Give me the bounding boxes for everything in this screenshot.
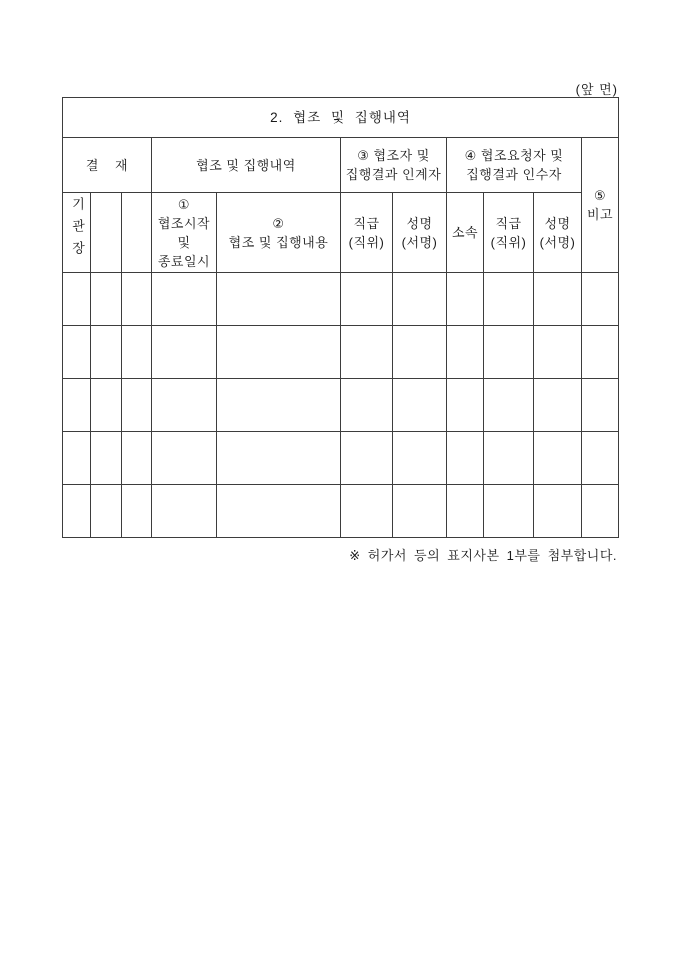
empty-cell <box>393 326 447 379</box>
empty-cell <box>582 273 619 326</box>
approval-signature-cell-1 <box>91 193 122 273</box>
table-row <box>63 326 619 379</box>
empty-cell <box>152 326 217 379</box>
page-side-label: (앞 면) <box>575 82 618 97</box>
empty-cell <box>63 379 91 432</box>
empty-cell <box>91 379 122 432</box>
empty-cell <box>341 379 393 432</box>
empty-cell <box>63 432 91 485</box>
empty-cell <box>341 485 393 538</box>
remark-number: ⑤ <box>593 188 607 203</box>
empty-cell <box>484 379 534 432</box>
handover-name-header: 성명 (서명) <box>393 193 447 273</box>
empty-cell <box>393 273 447 326</box>
table-row <box>63 432 619 485</box>
empty-cell <box>217 273 341 326</box>
approval-signature-cell-2 <box>122 193 152 273</box>
empty-cell <box>534 432 582 485</box>
period-column-header <box>152 193 217 273</box>
empty-cell <box>582 432 619 485</box>
empty-cell <box>217 379 341 432</box>
empty-cell <box>534 379 582 432</box>
empty-cell <box>534 326 582 379</box>
remark-header <box>582 138 619 273</box>
empty-cell <box>122 485 152 538</box>
empty-cell <box>582 379 619 432</box>
agency-head-label: 기관장 <box>70 197 85 263</box>
empty-cell <box>91 326 122 379</box>
empty-cell <box>341 432 393 485</box>
empty-cell <box>91 485 122 538</box>
empty-cell <box>152 432 217 485</box>
empty-cell <box>152 379 217 432</box>
content-number: ② <box>272 215 285 231</box>
receiver-affiliation-header: 소속 <box>447 193 484 273</box>
empty-cell <box>341 326 393 379</box>
empty-cell <box>122 273 152 326</box>
table-row <box>63 485 619 538</box>
approval-header: 결 재 <box>63 138 152 193</box>
empty-cell <box>582 485 619 538</box>
empty-cell <box>63 485 91 538</box>
empty-cell <box>534 485 582 538</box>
table-row <box>63 273 619 326</box>
empty-cell <box>484 326 534 379</box>
empty-cell <box>152 485 217 538</box>
empty-cell <box>582 326 619 379</box>
period-label: 협조시작 및 종료일시 <box>157 215 211 269</box>
agency-head-cell <box>63 193 91 273</box>
empty-cell <box>484 485 534 538</box>
group-header-row <box>63 138 619 193</box>
table-row <box>63 379 619 432</box>
empty-cell <box>447 485 484 538</box>
empty-cell <box>534 273 582 326</box>
handover-group-header: ③ 협조자 및 집행결과 인계자 <box>341 138 447 193</box>
empty-cell <box>447 432 484 485</box>
empty-cell <box>484 432 534 485</box>
period-number: ① <box>177 196 191 212</box>
empty-cell <box>341 273 393 326</box>
empty-cell <box>122 432 152 485</box>
footnote: ※ 허가서 등의 표지사본 1부를 첨부합니다. <box>349 548 617 563</box>
table-title: 2. 협조 및 집행내역 <box>63 98 619 138</box>
cooperation-execution-table <box>62 97 619 538</box>
empty-cell <box>217 485 341 538</box>
content-label: 협조 및 집행내용 <box>228 234 329 250</box>
handover-rank-header: 직급 (직위) <box>341 193 393 273</box>
empty-cell <box>63 273 91 326</box>
table-title-row <box>63 98 619 138</box>
empty-cell <box>217 432 341 485</box>
detail-group-header: 협조 및 집행내역 <box>152 138 341 193</box>
empty-cell <box>63 326 91 379</box>
empty-cell <box>447 273 484 326</box>
empty-cell <box>447 326 484 379</box>
empty-cell <box>393 485 447 538</box>
sub-header-row <box>63 193 619 273</box>
remark-label: 비고 <box>587 207 614 222</box>
empty-cell <box>91 432 122 485</box>
empty-cell <box>217 326 341 379</box>
receiver-group-header: ④ 협조요청자 및 집행결과 인수자 <box>447 138 582 193</box>
receiver-rank-header: 직급 (직위) <box>484 193 534 273</box>
empty-cell <box>393 379 447 432</box>
empty-cell <box>91 273 122 326</box>
empty-cell <box>447 379 484 432</box>
empty-cell <box>393 432 447 485</box>
receiver-name-header: 성명 (서명) <box>534 193 582 273</box>
empty-cell <box>122 379 152 432</box>
empty-cell <box>122 326 152 379</box>
empty-cell <box>484 273 534 326</box>
content-column-header <box>217 193 341 273</box>
empty-cell <box>152 273 217 326</box>
